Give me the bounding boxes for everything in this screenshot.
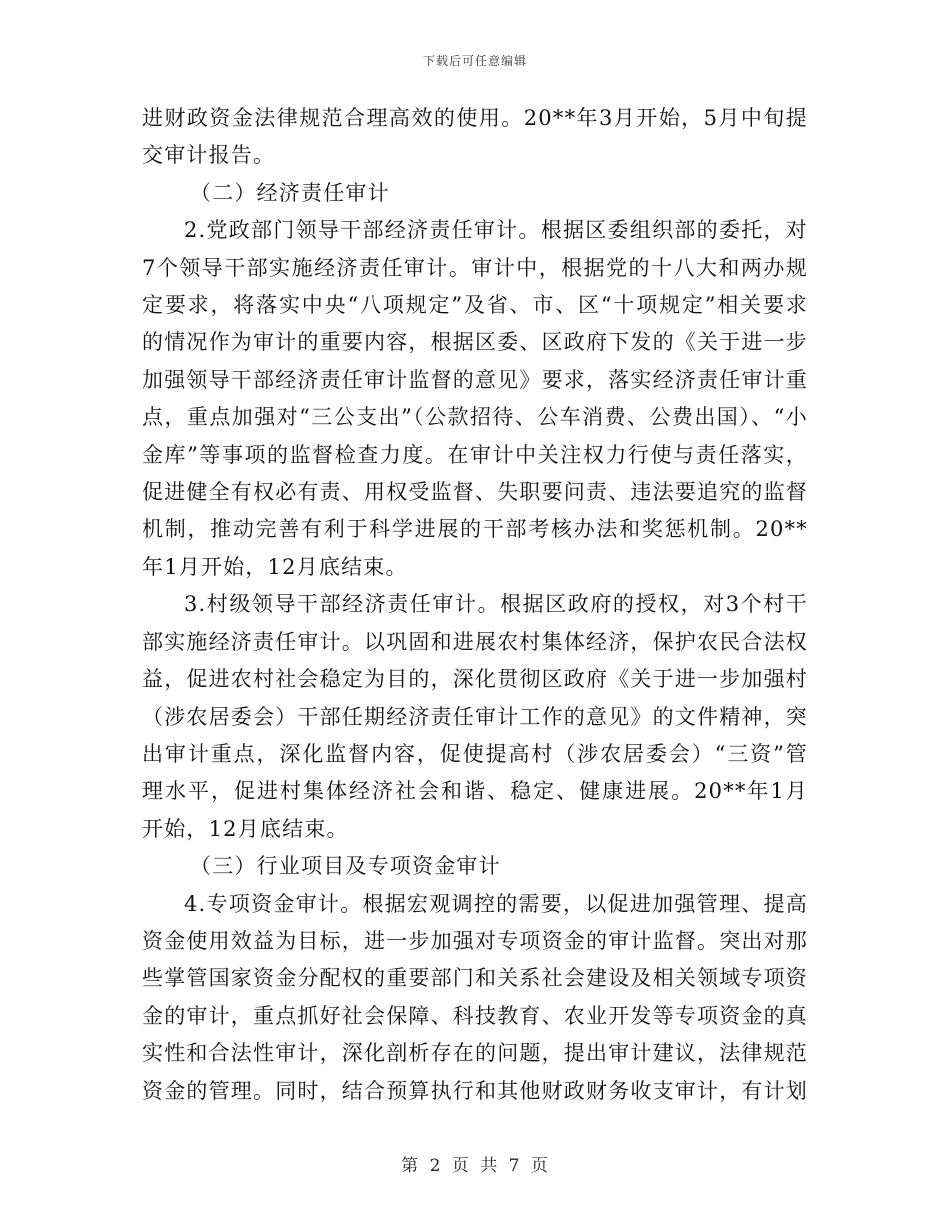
paragraph-special-funds-audit: 4.专项资金审计。根据宏观调控的需要，以促进加强管理、提高资金使用效益为目标，进一步加强对专项资金的审计监督。突出对那些掌管国家资金分配权的重要部门和关系社会建设及相关领域专项资金的审计，重点抓好社会保障、科技教育、农业开发等专项资金的真实性和合法性审计，深化剖析存在的问题，提出审计建议，法律规范资金的管理。同时，结合预算执行和其他财政财务收支审计，有计划 — [142, 891, 808, 1103]
document-body — [142, 100, 808, 1110]
paragraph-continuation: 进财政资金法律规范合理高效的使用。20**年3月开始，5月中旬提交审计报告。 — [142, 106, 808, 168]
section-heading-economic-responsibility: （二）经济责任审计 — [190, 180, 390, 205]
page-number: 第 2 页 共 7 页 — [401, 1156, 549, 1176]
paragraph-village-audit: 3.村级领导干部经济责任审计。根据区政府的授权，对3个村干部实施经济责任审计。以巩固和进展农村集体经济，保护农民合法权益，促进农村社会稳定为目的，深化贯彻区政府《关于进一步加强村（涉农居委会）干部任期经济责任审计工作的意见》的文件精神，突出审计重点，深化监督内容，促使提高村（涉农居委会）“三资”管理水平，促进村集体经济社会和谐、稳定、健康进展。20**年1月开始，12月底结束。 — [142, 592, 808, 841]
page-header: 下载后可任意编辑 — [422, 54, 527, 68]
section-heading-industry-projects: （三）行业项目及专项资金审计 — [190, 854, 501, 879]
paragraph-party-government-audit: 2.党政部门领导干部经济责任审计。根据区委组织部的委托，对7个领导干部实施经济责任审计。审计中，根据党的十八大和两办规定要求，将落实中央“八项规定”及省、市、区“十项规定”相关要求的情况作为审计的重要内容，根据区委、区政府下发的《关于进一步加强领导干部经济责任审计监督的意见》要求，落实经济责任审计重点，重点加强对“三公支出”（公款招待、公车消费、公费出国）、“小金库”等事项的监督检查力度。在审计中关注权力行使与责任落实，促进健全有权必有责、用权受监督、失职要问责、违法要追究的监督机制，推动完善有利于科学进展的干部考核办法和奖惩机制。20**年1月开始，12月底结束。 — [142, 218, 808, 579]
